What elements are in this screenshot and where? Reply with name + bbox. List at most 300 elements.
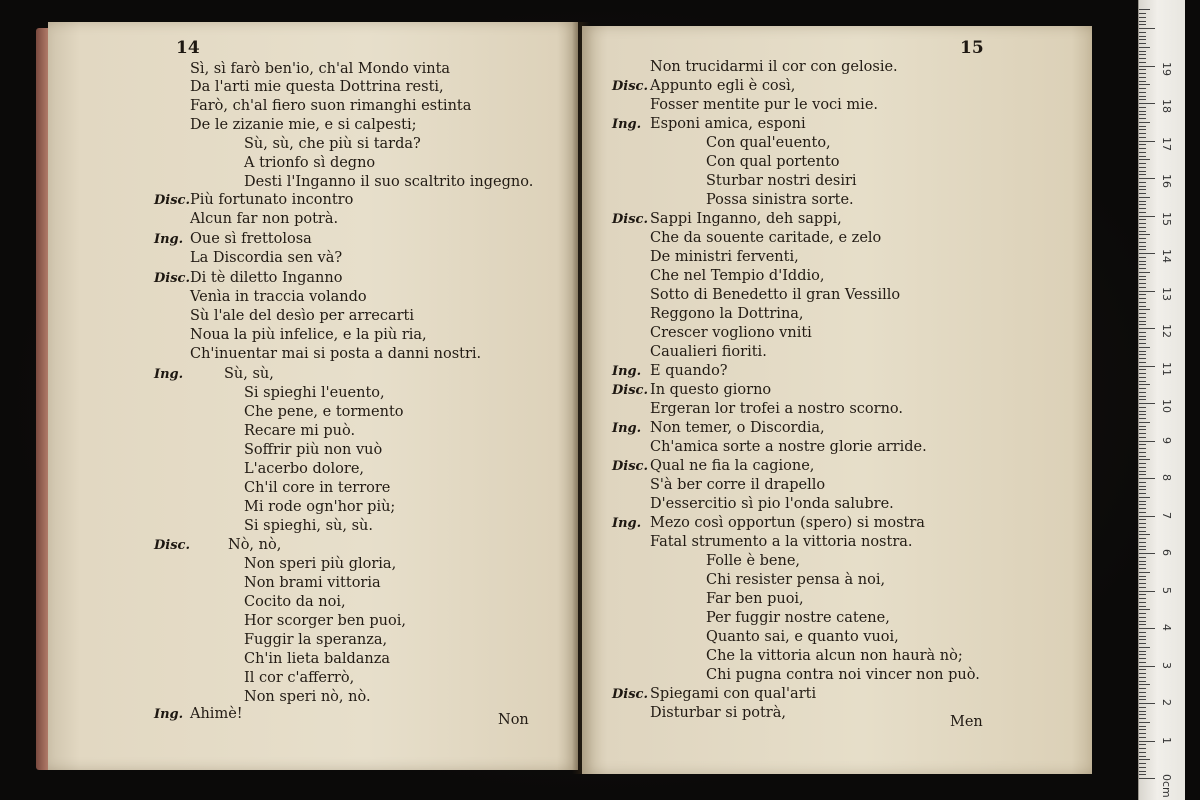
ruler-tick <box>1139 373 1146 374</box>
ruler-tick <box>1139 546 1146 547</box>
ruler-tick <box>1139 287 1146 288</box>
ruler-tick <box>1139 621 1146 622</box>
ruler-tick <box>1139 677 1146 678</box>
ruler-tick <box>1139 726 1146 727</box>
ruler-tick <box>1139 444 1146 445</box>
ruler-tick <box>1139 66 1155 67</box>
ruler-tick <box>1139 729 1146 730</box>
speaker-label: Ing. <box>612 364 642 379</box>
ruler-tick <box>1139 73 1146 74</box>
ruler-tick <box>1139 377 1146 378</box>
ruler-tick <box>1139 418 1146 419</box>
text-line: Con qual'euento, <box>706 135 831 151</box>
text-line: Da l'arti mie questa Dottrina resti, <box>190 79 444 95</box>
ruler-tick <box>1139 523 1146 524</box>
text-line: Chi resister pensa à noi, <box>706 572 886 588</box>
ruler-tick <box>1139 399 1146 400</box>
ruler-tick <box>1139 32 1146 33</box>
ruler-tick <box>1139 508 1146 509</box>
ruler-tick <box>1139 718 1146 719</box>
ruler-number: 17 <box>1160 136 1173 151</box>
ruler-tick <box>1139 231 1146 232</box>
ruler-number: 14 <box>1160 249 1173 263</box>
ruler-tick <box>1139 189 1146 190</box>
text-line: Che la vittoria alcun non haurà nò; <box>706 648 963 664</box>
ruler-tick <box>1139 261 1146 262</box>
ruler-tick <box>1139 651 1146 652</box>
text-line: E quando? <box>650 363 728 379</box>
ruler-tick <box>1139 441 1155 442</box>
ruler-tick <box>1139 92 1146 93</box>
text-line: Che pene, e tormento <box>244 404 404 420</box>
ruler-tick <box>1139 767 1146 768</box>
text-line: Folle è bene, <box>706 553 801 569</box>
ruler-tick <box>1139 129 1146 130</box>
text-line: Appunto egli è così, <box>650 78 796 94</box>
ruler-number: 15 <box>1160 211 1173 226</box>
ruler-tick <box>1139 163 1146 164</box>
ruler-tick <box>1139 291 1155 292</box>
ruler-tick <box>1139 564 1146 565</box>
ruler-tick <box>1139 711 1146 712</box>
speaker-label: Ing. <box>154 367 184 382</box>
ruler-tick <box>1139 714 1146 715</box>
ruler-tick <box>1139 9 1150 10</box>
text-line: Spiegami con qual'arti <box>650 686 817 702</box>
ruler-tick <box>1139 576 1146 577</box>
text-line: Esponi amica, esponi <box>650 116 806 132</box>
text-line: Per fuggir nostre catene, <box>706 610 890 626</box>
text-line: La Discordia sen và? <box>190 250 343 266</box>
text-line: Recare mi può. <box>244 423 356 439</box>
text-line: Fatal strumento a la vittoria nostra. <box>650 534 913 550</box>
speaker-label: Disc. <box>612 687 648 702</box>
ruler-tick <box>1139 778 1155 779</box>
text-line: Ergeran lor trofei a nostro scorno. <box>650 401 903 417</box>
ruler-tick <box>1139 178 1155 179</box>
ruler-tick <box>1139 99 1146 100</box>
ruler-tick <box>1139 632 1146 633</box>
ruler-tick <box>1139 347 1150 348</box>
ruler-tick <box>1139 482 1146 483</box>
ruler-tick <box>1139 369 1146 370</box>
ruler-tick <box>1139 722 1150 723</box>
ruler-tick <box>1139 534 1150 535</box>
ruler-tick <box>1139 88 1146 89</box>
ruler-tick <box>1139 587 1146 588</box>
ruler-tick <box>1139 13 1146 14</box>
ruler-tick <box>1139 748 1146 749</box>
ruler-tick <box>1139 647 1150 648</box>
ruler-tick <box>1139 478 1155 479</box>
speaker-label: Ing. <box>612 516 642 531</box>
ruler-number: 1 <box>1160 736 1173 744</box>
text-line: Non speri nò, nò. <box>244 689 371 705</box>
ruler-tick <box>1139 598 1146 599</box>
text-line: Cocito da noi, <box>244 594 346 610</box>
text-line: Oue sì frettolosa <box>190 231 312 247</box>
ruler-tick <box>1139 118 1146 119</box>
ruler-tick <box>1139 771 1146 772</box>
ruler-tick <box>1139 752 1146 753</box>
ruler-tick <box>1139 234 1150 235</box>
ruler-tick <box>1139 227 1146 228</box>
ruler-tick <box>1139 77 1146 78</box>
text-line: Nò, nò, <box>228 537 282 553</box>
ruler-tick <box>1139 114 1146 115</box>
ruler-tick <box>1139 197 1150 198</box>
ruler-tick <box>1139 774 1146 775</box>
ruler-tick <box>1139 384 1150 385</box>
ruler-tick <box>1139 662 1146 663</box>
text-line: Ch'amica sorte a nostre glorie arride. <box>650 439 927 455</box>
text-line: Far ben puoi, <box>706 591 804 607</box>
ruler-number: 0cm <box>1160 774 1173 798</box>
speaker-label: Disc. <box>612 79 648 94</box>
ruler-tick <box>1139 456 1146 457</box>
text-line: Ch'inuentar mai si posta a danni nostri. <box>190 346 482 362</box>
ruler-tick <box>1139 673 1146 674</box>
ruler-tick <box>1139 737 1146 738</box>
ruler-tick <box>1139 249 1146 250</box>
text-line: Non brami vittoria <box>244 575 381 591</box>
speaker-label: Disc. <box>154 271 190 286</box>
text-line: Mi rode ogn'hor più; <box>244 499 396 515</box>
text-line: Non temer, o Discordia, <box>650 420 825 436</box>
ruler-tick <box>1139 39 1146 40</box>
ruler-tick <box>1139 272 1150 273</box>
ruler-tick <box>1139 602 1146 603</box>
text-line: Crescer vogliono vniti <box>650 325 812 341</box>
ruler-tick <box>1139 103 1155 104</box>
ruler-tick <box>1139 302 1146 303</box>
text-line: Sotto di Benedetto il gran Vessillo <box>650 287 901 303</box>
ruler-tick <box>1139 328 1155 329</box>
speaker-label: Disc. <box>154 538 190 553</box>
text-line: D'essercitio sì pio l'onda salubre. <box>650 496 894 512</box>
ruler-tick <box>1139 283 1146 284</box>
ruler-tick <box>1139 69 1146 70</box>
text-line: Sù, sù, <box>224 366 274 382</box>
ruler-tick <box>1139 583 1146 584</box>
text-line: L'acerbo dolore, <box>244 461 365 477</box>
ruler-tick <box>1139 471 1146 472</box>
ruler-number: 10 <box>1160 399 1173 413</box>
ruler-tick <box>1139 253 1155 254</box>
text-line: Reggono la Dottrina, <box>650 306 804 322</box>
ruler-tick <box>1139 429 1146 430</box>
ruler-tick <box>1139 756 1146 757</box>
ruler-tick <box>1139 298 1146 299</box>
ruler-tick <box>1139 294 1146 295</box>
text-line: Hor scorger ben puoi, <box>244 613 406 629</box>
ruler-tick <box>1139 474 1146 475</box>
text-line: Chi pugna contra noi vincer non può. <box>706 667 980 683</box>
measuring-ruler <box>1138 0 1185 800</box>
text-line: Che da souente caritade, e zelo <box>650 230 882 246</box>
text-line: Mezo così opportun (spero) si mostra <box>650 515 925 531</box>
ruler-tick <box>1139 493 1146 494</box>
ruler-tick <box>1139 392 1146 393</box>
ruler-tick <box>1139 617 1146 618</box>
ruler-tick <box>1139 36 1146 37</box>
ruler-tick <box>1139 707 1146 708</box>
ruler-tick <box>1139 628 1155 629</box>
ruler-number: 13 <box>1160 286 1173 301</box>
ruler-tick <box>1139 144 1146 145</box>
ruler-tick <box>1139 613 1146 614</box>
ruler-tick <box>1139 433 1146 434</box>
text-line: Caualieri fioriti. <box>650 344 767 360</box>
text-line: Ch'il core in terrore <box>244 480 391 496</box>
ruler-tick <box>1139 699 1146 700</box>
ruler-tick <box>1139 594 1146 595</box>
ruler-tick <box>1139 549 1146 550</box>
ruler-tick <box>1139 669 1146 670</box>
text-line: Venìa in traccia volando <box>190 289 367 305</box>
ruler-tick <box>1139 336 1146 337</box>
ruler-tick <box>1139 96 1146 97</box>
ruler-tick <box>1139 362 1146 363</box>
ruler-tick <box>1139 43 1146 44</box>
ruler-tick <box>1139 58 1146 59</box>
ruler-tick <box>1139 24 1146 25</box>
text-line: Desti l'Inganno il suo scaltrito ingegno. <box>244 174 534 190</box>
ruler-tick <box>1139 182 1146 183</box>
ruler-tick <box>1139 351 1146 352</box>
ruler-number: 16 <box>1160 174 1173 188</box>
text-line: Non speri più gloria, <box>244 556 397 572</box>
ruler-tick <box>1139 504 1146 505</box>
text-line: Fosser mentite pur le voci mie. <box>650 97 879 113</box>
text-line: Più fortunato incontro <box>190 192 354 208</box>
speaker-label: Disc. <box>612 459 648 474</box>
ruler-tick <box>1139 126 1146 127</box>
ruler-tick <box>1139 606 1146 607</box>
text-line: Non trucidarmi il cor con gelosie. <box>650 59 898 75</box>
ruler-tick <box>1139 276 1146 277</box>
ruler-tick <box>1139 366 1155 367</box>
ruler-tick <box>1139 688 1146 689</box>
ruler-tick <box>1139 156 1146 157</box>
ruler-tick <box>1139 313 1146 314</box>
text-line: Sturbar nostri desiri <box>706 173 857 189</box>
ruler-tick <box>1139 684 1150 685</box>
text-line: Di tè diletto Inganno <box>190 270 343 286</box>
ruler-tick <box>1139 167 1146 168</box>
text-line: Qual ne fia la cagione, <box>650 458 815 474</box>
ruler-tick <box>1139 426 1146 427</box>
ruler-tick <box>1139 639 1146 640</box>
text-line: Possa sinistra sorte. <box>706 192 854 208</box>
ruler-tick <box>1139 696 1146 697</box>
ruler-tick <box>1139 609 1150 610</box>
right-page <box>582 26 1092 774</box>
ruler-tick <box>1139 141 1155 142</box>
ruler-number: 5 <box>1160 586 1173 594</box>
ruler-tick <box>1139 553 1155 554</box>
ruler-tick <box>1139 414 1146 415</box>
text-line: Farò, ch'al fiero suon rimanghi estinta <box>190 98 472 114</box>
ruler-tick <box>1139 489 1146 490</box>
ruler-tick <box>1139 654 1146 655</box>
ruler-tick <box>1139 497 1150 498</box>
ruler-number: 12 <box>1160 324 1173 338</box>
ruler-tick <box>1139 407 1146 408</box>
ruler-tick <box>1139 204 1146 205</box>
ruler-tick <box>1139 658 1146 659</box>
ruler-tick <box>1139 186 1146 187</box>
ruler-tick <box>1139 332 1146 333</box>
ruler-tick <box>1139 501 1146 502</box>
text-line: Alcun far non potrà. <box>190 211 339 227</box>
ruler-tick <box>1139 324 1146 325</box>
ruler-tick <box>1139 396 1146 397</box>
ruler-number: 6 <box>1160 549 1173 556</box>
text-line: Noua la più infelice, e la più ria, <box>190 327 427 343</box>
ruler-tick <box>1139 572 1150 573</box>
ruler-tick <box>1139 561 1146 562</box>
ruler-tick <box>1139 437 1146 438</box>
ruler-tick <box>1139 238 1146 239</box>
ruler-number: 9 <box>1160 436 1173 444</box>
ruler-tick <box>1139 624 1146 625</box>
ruler-tick <box>1139 219 1146 220</box>
ruler-tick <box>1139 137 1146 138</box>
speaker-label: Disc. <box>154 193 190 208</box>
speaker-label: Ing. <box>154 232 184 247</box>
text-line: Che nel Tempio d'Iddio, <box>650 268 825 284</box>
ruler-tick <box>1139 47 1150 48</box>
text-line: Sù, sù, che più si tarda? <box>244 136 421 152</box>
ruler-tick <box>1139 744 1146 745</box>
ruler-tick <box>1139 527 1146 528</box>
text-line: Sù l'ale del desìo per arrecarti <box>190 308 415 324</box>
text-line: S'à ber corre il drapello <box>650 477 826 493</box>
ruler-tick <box>1139 354 1146 355</box>
text-line: Disturbar si potrà, <box>650 705 786 721</box>
ruler-tick <box>1139 306 1146 307</box>
ruler-tick <box>1139 666 1155 667</box>
ruler-tick <box>1139 403 1155 404</box>
text-line: Quanto sai, e quanto vuoi, <box>706 629 899 645</box>
ruler-tick <box>1139 703 1155 704</box>
ruler-tick <box>1139 51 1146 52</box>
catchword-right: Men <box>950 714 983 730</box>
ruler-tick <box>1139 579 1146 580</box>
page-number-right: 15 <box>960 38 984 58</box>
ruler-number: 3 <box>1160 661 1173 669</box>
ruler-tick <box>1139 193 1146 194</box>
ruler-tick <box>1139 174 1146 175</box>
ruler-tick <box>1139 733 1146 734</box>
ruler-tick <box>1139 542 1146 543</box>
ruler-tick <box>1139 486 1146 487</box>
ruler-tick <box>1139 557 1146 558</box>
text-line: Il cor c'afferrò, <box>244 670 355 686</box>
ruler-tick <box>1139 339 1146 340</box>
ruler-tick <box>1139 62 1146 63</box>
ruler-tick <box>1139 448 1146 449</box>
ruler-tick <box>1139 21 1146 22</box>
ruler-tick <box>1139 17 1146 18</box>
ruler-number: 4 <box>1160 624 1173 631</box>
speaker-label: Ing. <box>154 707 184 722</box>
text-line: Fuggir la speranza, <box>244 632 388 648</box>
speaker-label: Ing. <box>612 421 642 436</box>
ruler-tick <box>1139 388 1146 389</box>
ruler-tick <box>1139 84 1150 85</box>
ruler-tick <box>1139 452 1146 453</box>
ruler-tick <box>1139 208 1146 209</box>
ruler-tick <box>1139 212 1146 213</box>
ruler-tick <box>1139 741 1155 742</box>
ruler-number: 18 <box>1160 99 1173 113</box>
text-line: Si spieghi l'euento, <box>244 385 385 401</box>
ruler-tick <box>1139 242 1146 243</box>
ruler-tick <box>1139 107 1146 108</box>
ruler-tick <box>1139 264 1146 265</box>
text-line: De le zizanie mie, e si calpesti; <box>190 117 417 133</box>
ruler-tick <box>1139 201 1146 202</box>
ruler-tick <box>1139 246 1146 247</box>
ruler-tick <box>1139 681 1146 682</box>
ruler-tick <box>1139 343 1146 344</box>
page-number-left: 14 <box>176 38 200 58</box>
ruler-tick <box>1139 467 1146 468</box>
speaker-label: Disc. <box>612 212 648 227</box>
left-page <box>48 22 578 770</box>
ruler-tick <box>1139 459 1150 460</box>
ruler-tick <box>1139 643 1146 644</box>
ruler-tick <box>1139 512 1146 513</box>
ruler-tick <box>1139 519 1146 520</box>
speaker-label: Ing. <box>612 117 642 132</box>
text-line: Sappi Inganno, deh sappi, <box>650 211 842 227</box>
ruler-tick <box>1139 317 1146 318</box>
ruler-tick <box>1139 28 1155 29</box>
ruler-tick <box>1139 321 1146 322</box>
ruler-number: 8 <box>1160 474 1173 481</box>
ruler-tick <box>1139 159 1150 160</box>
catchword-left: Non <box>498 712 529 728</box>
ruler-tick <box>1139 257 1146 258</box>
ruler-tick <box>1139 463 1146 464</box>
ruler-tick <box>1139 591 1155 592</box>
ruler-tick <box>1139 309 1150 310</box>
ruler-tick <box>1139 171 1146 172</box>
ruler-number: 11 <box>1160 361 1173 376</box>
text-line: In questo giorno <box>650 382 772 398</box>
ruler-tick <box>1139 268 1146 269</box>
ruler-number: 19 <box>1160 61 1173 76</box>
ruler-tick <box>1139 636 1146 637</box>
text-line: Sì, sì farò ben'io, ch'al Mondo vinta <box>190 61 451 77</box>
ruler-tick <box>1139 516 1155 517</box>
ruler-tick <box>1139 279 1146 280</box>
ruler-tick <box>1139 122 1150 123</box>
ruler-tick <box>1139 223 1146 224</box>
text-line: A trionfo sì degno <box>244 155 376 171</box>
ruler-tick <box>1139 568 1146 569</box>
ruler-tick <box>1139 763 1146 764</box>
ruler-tick <box>1139 81 1146 82</box>
text-line: Ahimè! <box>190 706 243 722</box>
ruler-tick <box>1139 759 1150 760</box>
text-line: Soffrir più non vuò <box>244 442 383 458</box>
ruler-tick <box>1139 111 1146 112</box>
ruler-tick <box>1139 692 1146 693</box>
